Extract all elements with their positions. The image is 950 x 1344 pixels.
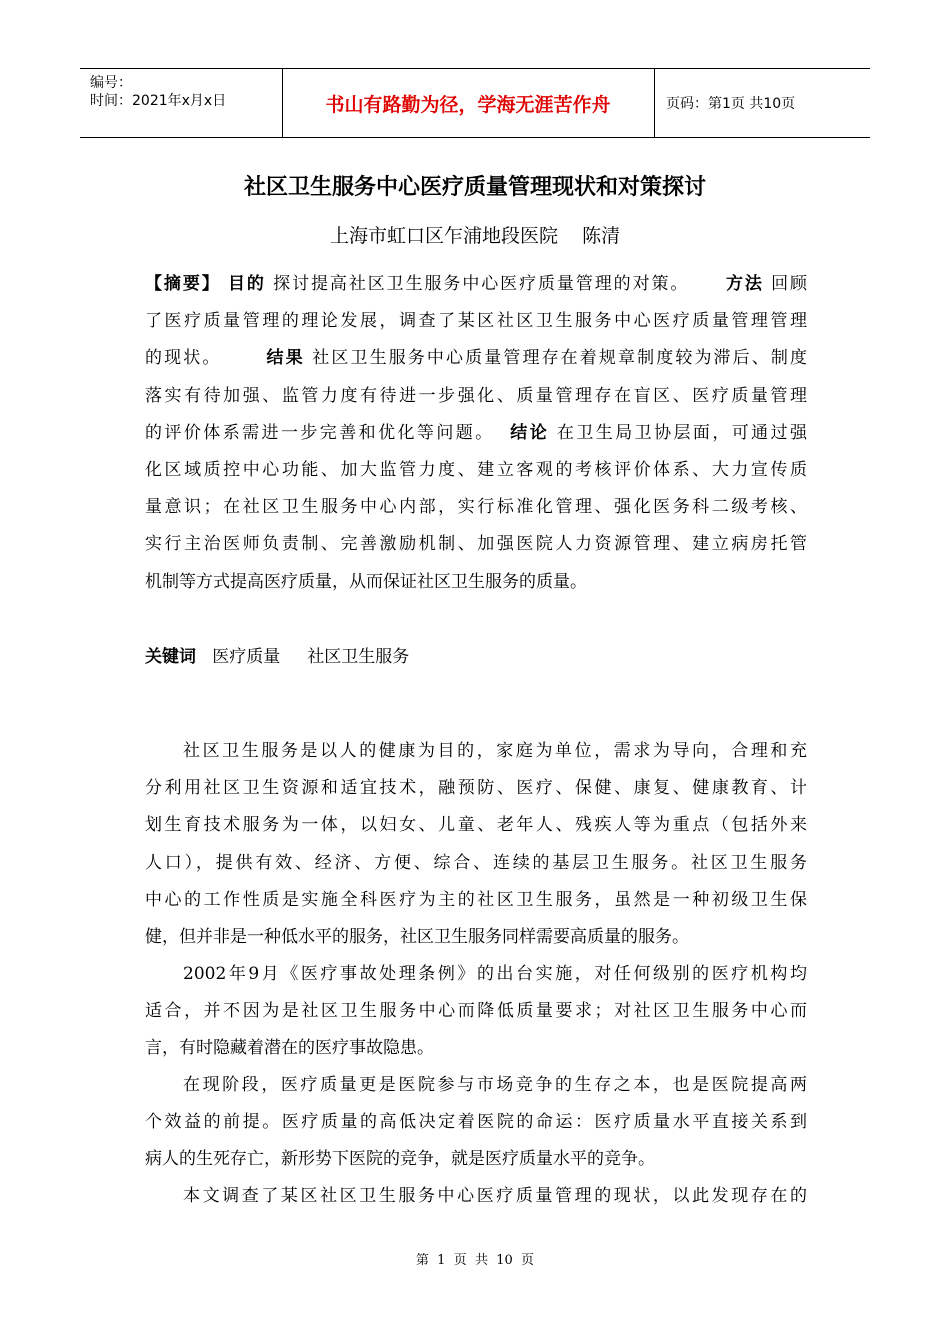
body-line: 社区卫生服务是以人的健康为目的，家庭为单位，需求为导向，合理和充 [183,741,807,761]
author-line: 上海市虹口区乍浦地段医院 陈清 [330,225,621,247]
body-line: 健，但并非是一种低水平的服务，社区卫生服务同样需要高质量的服务。 [145,926,689,947]
keywords [145,642,409,667]
abstract-line [145,266,807,303]
abstract-line [145,340,807,377]
abstract-line: 机制等方式提高医疗质量，从而保证社区卫生服务的质量。 [145,571,587,592]
body-line: 在现阶段，医疗质量更是医院参与市场竞争的生存之本，也是医院提高两 [183,1075,807,1095]
body-paragraph-1 [145,733,807,956]
abstract-text: 社区卫生服务中心质量管理存在着规章制度较为滞后、制度 [312,348,807,369]
abstract [145,266,807,601]
abstract-line [145,415,807,452]
header-page-number: 页码：第1页 共10页 [666,96,796,112]
body-line: 本文调查了某区社区卫生服务中心医疗质量管理的现状，以此发现存在的 [183,1186,807,1206]
abstract-label: 【摘要】 [145,274,221,294]
body-line: 个效益的前提。医疗质量的高低决定着医院的命运：医疗质量水平直接关系到 [145,1112,807,1133]
body-line: 划生育技术服务为一体，以妇女、儿童、老年人、残疾人等为重点（包括外来 [145,815,807,836]
abstract-line: 量意识；在社区卫生服务中心内部，实行标准化管理、强化医务科二级考核、 [145,497,807,518]
body-paragraph-2 [145,956,807,1068]
objective-label: 目的 [228,274,266,294]
abstract-line: 落实有待加强、监管力度有待进一步强化、质量管理存在盲区、医疗质量管理 [145,385,807,406]
page-footer: 第 1 页 共 10 页 [415,1253,535,1268]
header-divider [654,69,655,137]
body-line: 分利用社区卫生资源和适宜技术，融预防、医疗、保健、康复、健康教育、计 [145,778,807,799]
document-header [80,68,870,138]
date-label: 时间：2021年x月x日 [90,93,227,109]
body-line: 中心的工作性质是实施全科医疗为主的社区卫生服务，虽然是一种初级卫生保 [145,889,807,910]
body-line: 人口），提供有效、经济、方便、综合、连续的基层卫生服务。社区卫生服务 [145,852,807,873]
body-line: 言，有时隐藏着潜在的医疗事故隐患。 [145,1038,434,1059]
abstract-text: 在卫生局卫协层面，可通过强 [556,422,808,443]
conclusion-label: 结论 [510,422,550,443]
header-motto: 书山有路勤为径，学海无涯苦作舟 [325,93,611,116]
result-label: 结果 [266,348,305,369]
keywords-values: 医疗质量 社区卫生服务 [212,647,410,667]
abstract-text: 回顾 [771,274,808,294]
abstract-text: 的现状。 [145,348,222,369]
body-line: 病人的生死存亡，新形势下医院的竞争，就是医疗质量水平的竞争。 [145,1149,655,1170]
document-title: 社区卫生服务中心医疗质量管理现状和对策探讨 [243,175,706,200]
serial-label: 编号： [90,75,132,91]
body-paragraph-4 [145,1178,807,1215]
body-paragraph-3 [145,1067,807,1179]
abstract-line: 实行主治医师负责制、完善激励机制、加强医院人力资源管理、建立病房托管 [145,534,807,555]
abstract-text: 探讨提高社区卫生服务中心医疗质量管理的对策。 [273,274,690,294]
abstract-text: 的评价体系需进一步完善和优化等问题。 [145,422,495,443]
abstract-line: 了医疗质量管理的理论发展，调查了某区社区卫生服务中心医疗质量管理管理 [145,311,807,332]
method-label: 方法 [725,274,764,294]
body-line: 适合，并不因为是社区卫生服务中心而降低质量要求；对社区卫生服务中心而 [145,1001,807,1022]
keywords-label: 关键词 [145,647,196,667]
header-meta [90,74,226,110]
abstract-line: 化区域质控中心功能、加大监管力度、建立客观的考核评价体系、大力宣传质 [145,459,807,480]
body-line: 2002年9月《医疗事故处理条例》的出台实施，对任何级别的医疗机构均 [183,964,807,984]
